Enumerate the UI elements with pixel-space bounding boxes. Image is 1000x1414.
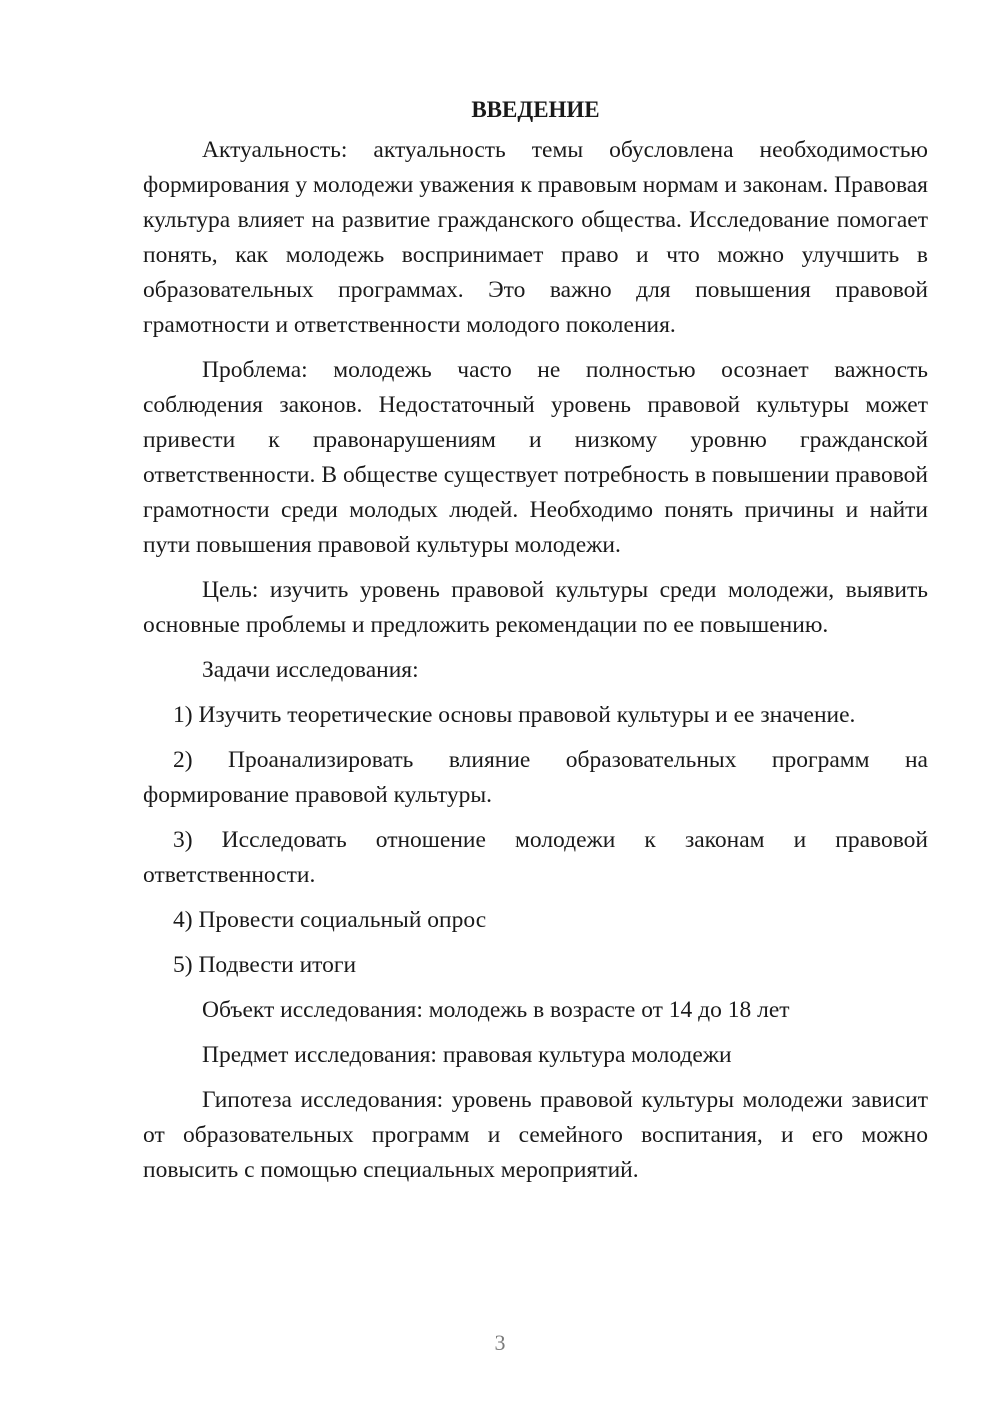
tasks-heading: Задачи исследования: xyxy=(202,657,419,683)
subject-paragraph: Предмет исследования: правовая культура молодежи xyxy=(202,1042,732,1068)
task-item: 2) Проанализировать влияние образовательных программ на формирование правовой культуры. xyxy=(143,747,928,808)
relevance-paragraph: Актуальность: актуальность темы обусловлена необходимостью формирования у молодежи уважения к правовым нормам и законам. Правовая культура влияет на развитие гражданского общества. Исследование помогает понять, как молодежь воспринимает право и что можно улучшить в образовательных программах. Это важно для повышения правовой грамотности и ответственности молодого поколения. xyxy=(143,137,928,338)
task-item: 3) Исследовать отношение молодежи к законам и правовой ответственности. xyxy=(143,827,928,888)
goal-paragraph: Цель: изучить уровень правовой культуры среди молодежи, выявить основные проблемы и предложить рекомендации по ее повышению. xyxy=(143,577,928,638)
task-item: 4) Провести социальный опрос xyxy=(173,907,487,933)
page-number: 3 xyxy=(494,1330,506,1355)
hypothesis-paragraph: Гипотеза исследования: уровень правовой культуры молодежи зависит от образовательных программ и семейного воспитания, и его можно повысить с помощью специальных мероприятий. xyxy=(143,1087,928,1183)
task-item: 1) Изучить теоретические основы правовой культуры и ее значение. xyxy=(173,702,856,728)
problem-paragraph: Проблема: молодежь часто не полностью осознает важность соблюдения законов. Недостаточный уровень правовой культуры может привести к правонарушениям и низкому уровню гражданской ответственности. В обществе существует потребность в повышении правовой грамотности среди молодых людей. Необходимо понять причины и найти пути повышения правовой культуры молодежи. xyxy=(143,357,928,558)
object-paragraph: Объект исследования: молодежь в возрасте от 14 до 18 лет xyxy=(202,997,790,1023)
task-item: 5) Подвести итоги xyxy=(173,952,357,978)
page-title: ВВЕДЕНИЕ xyxy=(471,97,600,122)
page-body xyxy=(143,92,928,1198)
